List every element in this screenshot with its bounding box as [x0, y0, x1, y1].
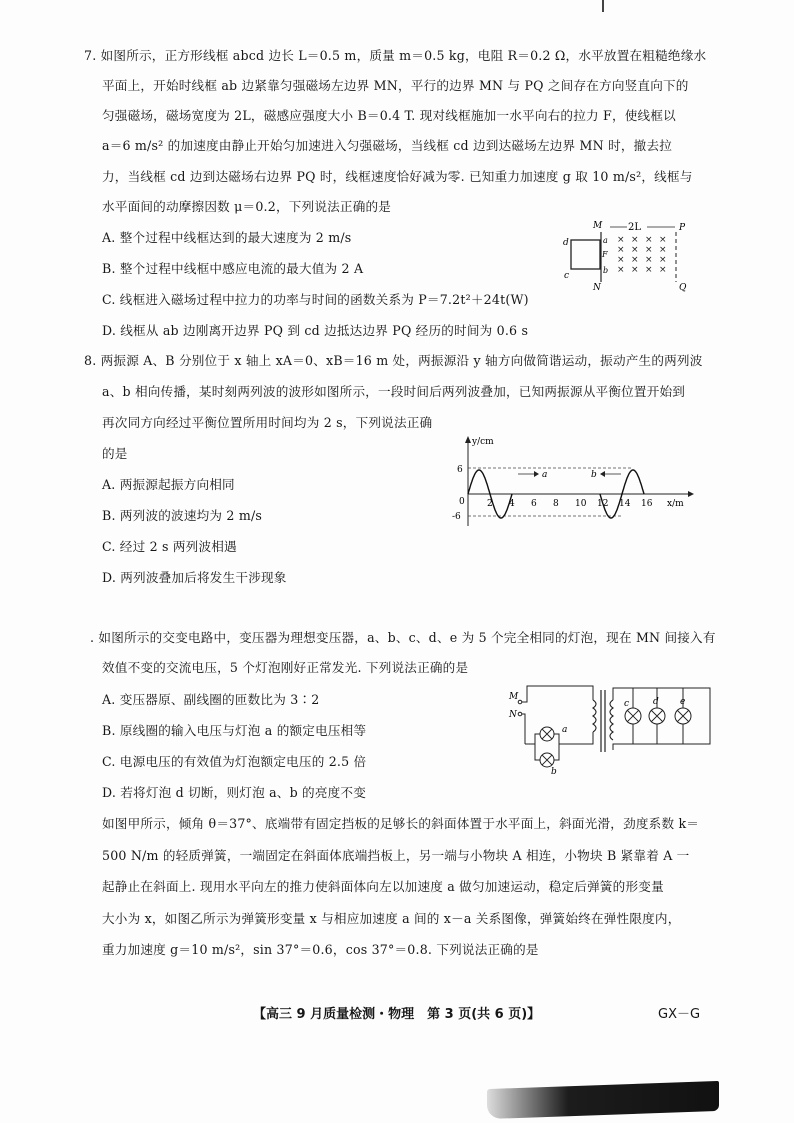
- x-tick-label: 8: [553, 499, 559, 509]
- x-tick-label: 6: [531, 499, 537, 509]
- lamp-d-label: d: [653, 697, 659, 707]
- lamp-a-label: a: [562, 725, 568, 735]
- lamp-b-label: b: [551, 767, 557, 774]
- wave-b-arrowhead: [600, 471, 605, 477]
- field-cross: ×: [659, 255, 667, 265]
- x-tick-label: 16: [641, 499, 653, 509]
- label-f: F: [602, 250, 608, 259]
- q8-option-d: D. 两列波叠加后将发生干涉现象: [102, 570, 287, 585]
- q10-line-2: 500 N/m 的轻质弹簧，一端固定在斜面体底端挡板上，另一端与小物块 A 相连，小物块 B 紧靠着 A 一: [102, 848, 690, 863]
- q9-option-c: C. 电源电压的有效值为灯泡额定电压的 2.5 倍: [102, 754, 367, 769]
- q8-wave-graph: [450, 434, 694, 530]
- wave-b-label: b: [591, 470, 597, 480]
- q7-line-4: a＝6 m/s² 的加速度由静止开始匀加速进入匀强磁场，当线框 cd 边到达磁场左边界 MN 时，撤去拉: [102, 138, 673, 153]
- field-crosses: [617, 235, 667, 275]
- primary-bottom-wire: [522, 714, 525, 744]
- page-footer-title: 【高三 9 月质量检测・物理 第 3 页(共 6 页)】: [253, 1007, 541, 1022]
- q7-line-3: 匀强磁场，磁场宽度为 2L，磁感应强度大小 B＝0.4 T. 现对线框施加一水平向右的拉力 F，使线框以: [102, 108, 676, 123]
- label-q: Q: [679, 283, 687, 293]
- terminal-m-label: M: [509, 692, 519, 702]
- x-axis-arrow: [688, 491, 694, 497]
- q10-line-1: 如图甲所示，倾角 θ＝37°、底端带有固定挡板的足够长的斜面体置于水平面上，斜面光滑，劲度系数 k＝: [102, 816, 700, 831]
- q8-option-a: A. 两振源起振方向相同: [102, 477, 235, 492]
- q7-option-a: A. 整个过程中线框达到的最大速度为 2 m/s: [102, 230, 352, 245]
- field-cross: ×: [645, 255, 653, 265]
- label-m: M: [593, 221, 603, 231]
- field-cross: ×: [617, 245, 625, 255]
- terminal-m: [518, 700, 522, 704]
- x-tick-label: 4: [509, 499, 515, 509]
- origin-label: 0: [459, 497, 465, 507]
- field-cross: ×: [617, 265, 625, 275]
- q7-option-c: C. 线框进入磁场过程中拉力的功率与时间的函数关系为 P＝7.2t²＋24t(W): [102, 292, 529, 307]
- x-tick-label: 12: [597, 499, 609, 509]
- y-tick-6: 6: [457, 465, 463, 475]
- x-tick-label: 10: [575, 499, 587, 509]
- wave-a-arrowhead: [534, 471, 539, 477]
- primary-coil: [593, 700, 596, 732]
- q8-line-1: 8. 两振源 A、B 分别位于 x 轴上 xA＝0、xB＝16 m 处，两振源沿 y 轴方向做简谐运动，振动产生的两列波: [84, 353, 703, 368]
- y-tick-neg6: -6: [452, 512, 461, 522]
- square-loop: [571, 240, 600, 269]
- q9-option-b: B. 原线圈的输入电压与灯泡 a 的额定电压相等: [102, 723, 367, 738]
- q8-option-b: B. 两列波的波速均为 2 m/s: [102, 508, 263, 523]
- field-cross: ×: [631, 255, 639, 265]
- q7-option-d: D. 线框从 ab 边刚离开边界 PQ 到 cd 边抵达边界 PQ 经历的时间为 0.6 s: [102, 323, 529, 338]
- q10-line-3: 起静止在斜面上. 现用水平向左的推力使斜面体向左以加速度 a 做匀加速运动，稳定后弹簧的形变量: [102, 879, 664, 894]
- width-label: 2L: [628, 222, 642, 233]
- field-cross: ×: [617, 255, 625, 265]
- field-cross: ×: [617, 235, 625, 245]
- q7-magnetic-field-figure: [555, 218, 695, 296]
- q9-transformer-circuit: [505, 682, 715, 774]
- field-cross: ×: [631, 235, 639, 245]
- x-tick-label: 2: [487, 499, 493, 509]
- label-c: c: [564, 271, 570, 281]
- q7-option-b: B. 整个过程中线框中感应电流的最大值为 2 A: [102, 261, 364, 276]
- q8-line-2: a、b 相向传播，某时刻两列波的波形如图所示，一段时间后两列波叠加，已知两振源从平衡位置开始到: [102, 384, 686, 399]
- label-n: N: [593, 283, 601, 293]
- q10-line-4: 大小为 x，如图乙所示为弹簧形变量 x 与相应加速度 a 间的 x－a 关系图像，弹簧始终在弹性限度内，: [102, 911, 681, 926]
- field-cross: ×: [645, 235, 653, 245]
- terminal-n-label: N: [509, 710, 517, 720]
- q8-line-4: 的是: [102, 446, 128, 461]
- scan-smudge: [487, 1081, 719, 1119]
- q9-line-1: . 如图所示的交变电路中，变压器为理想变压器，a、b、c、d、e 为 5 个完全相同的灯泡，现在 MN 间接入有: [90, 630, 716, 645]
- lamp-c-label: c: [624, 699, 630, 709]
- wave-a-label: a: [542, 470, 548, 480]
- x-tick-label: 14: [619, 499, 631, 509]
- label-p: P: [679, 223, 686, 233]
- x-ticks: [487, 499, 653, 509]
- secondary-coil: [610, 700, 613, 740]
- field-cross: ×: [645, 265, 653, 275]
- field-cross: ×: [631, 245, 639, 255]
- q10-line-5: 重力加速度 g＝10 m/s²，sin 37°＝0.6，cos 37°＝0.8. 下列说法正确的是: [102, 942, 539, 957]
- field-cross: ×: [659, 245, 667, 255]
- label-a: a: [603, 236, 608, 245]
- q9-option-a: A. 变压器原、副线圈的匝数比为 3∶2: [102, 692, 320, 707]
- page-footer-code: GX－G: [658, 1007, 701, 1022]
- label-d: d: [563, 238, 569, 248]
- q8-option-c: C. 经过 2 s 两列波相遇: [102, 539, 237, 554]
- q8-line-3: 再次同方向经过平衡位置所用时间均为 2 s，下列说法正确: [102, 415, 433, 430]
- scan-mark: [602, 0, 604, 12]
- q7-line-5: 力，当线框 cd 边到达磁场右边界 PQ 时，线框速度恰好减为零. 已知重力加速度 g 取 10 m/s²，线框与: [102, 169, 693, 184]
- q9-line-2: 效值不变的交流电压，5 个灯泡刚好正常发光. 下列说法正确的是: [102, 660, 469, 675]
- lamp-e-label: e: [680, 697, 686, 707]
- primary-top-wire: [522, 686, 593, 702]
- field-cross: ×: [659, 235, 667, 245]
- field-cross: ×: [659, 265, 667, 275]
- field-cross: ×: [645, 245, 653, 255]
- y-axis-label: y/cm: [472, 437, 494, 447]
- q7-line-1: 7. 如图所示，正方形线框 abcd 边长 L＝0.5 m，质量 m＝0.5 kg，电阻 R＝0.2 Ω，水平放置在粗糙绝缘水: [84, 48, 707, 63]
- field-cross: ×: [631, 265, 639, 275]
- q7-line-6: 水平面间的动摩擦因数 μ＝0.2，下列说法正确的是: [102, 199, 392, 214]
- q9-option-d: D. 若将灯泡 d 切断，则灯泡 a、b 的亮度不变: [102, 785, 366, 800]
- x-axis-label: x/m: [667, 499, 684, 509]
- label-b: b: [603, 266, 609, 275]
- terminal-n: [518, 712, 522, 716]
- y-axis-arrow: [465, 436, 471, 443]
- q7-line-2: 平面上，开始时线框 ab 边紧靠匀强磁场左边界 MN，平行的边界 MN 与 PQ 之间存在方向竖直向下的: [102, 78, 689, 93]
